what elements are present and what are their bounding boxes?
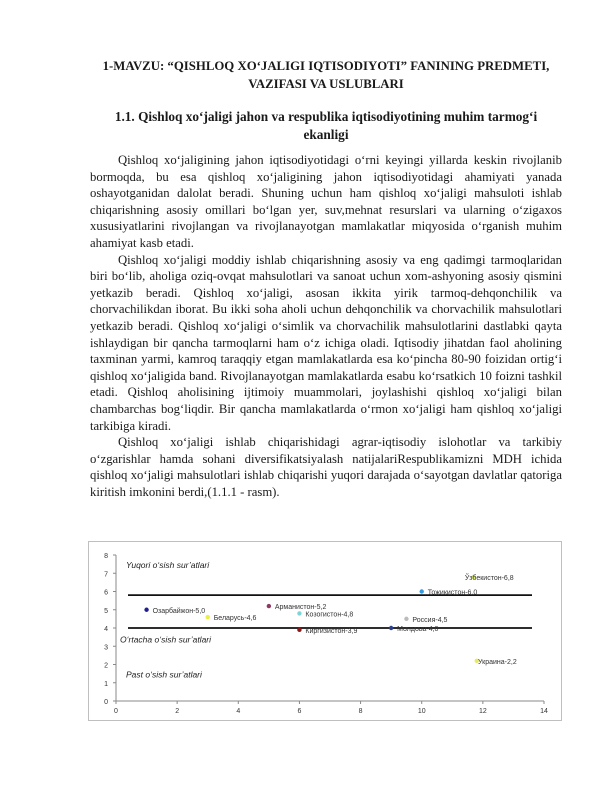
zone-label: O‘rtacha o‘sish sur’atlari (120, 634, 212, 645)
zone-label: Yuqori o‘sish sur’atlari (126, 559, 210, 570)
data-point (144, 608, 148, 612)
data-label: Киргизистон-3,9 (305, 627, 358, 635)
section-heading (90, 108, 562, 144)
y-tick-label: 3 (104, 644, 108, 652)
chapter-heading-line-2: VAZIFASI VA USLUBLARI (248, 77, 404, 91)
data-label: Тожикистон-6,0 (427, 589, 478, 597)
data-point (297, 611, 301, 615)
x-tick-label: 8 (358, 708, 363, 715)
x-tick-label: 2 (175, 708, 180, 715)
y-tick-label: 8 (104, 553, 108, 560)
chart-svg (88, 541, 562, 721)
data-label: Озарбайжон-5,0 (152, 607, 206, 615)
data-point (206, 615, 210, 619)
y-tick-label: 1 (104, 680, 108, 688)
data-label: Ўзбекистон-6,8 (464, 574, 514, 582)
chapter-heading-line-1: 1-MAVZU: “QISHLOQ XO‘JALIGI IQTISODIYOTI” FANINING PREDMETI, (102, 59, 550, 73)
y-tick-label: 0 (104, 699, 108, 706)
y-tick-label: 6 (104, 589, 108, 597)
x-tick-label: 6 (297, 708, 302, 715)
x-tick-label: 4 (236, 708, 241, 715)
data-label: Козогистон-4,8 (305, 611, 354, 619)
x-tick-label: 14 (540, 708, 548, 715)
section-heading-line-1: 1.1. Qishloq xo‘jaligi jahon va respublika iqtisodiyotining muhim tarmog‘i (114, 109, 538, 124)
chapter-heading (90, 57, 562, 93)
data-label: Украина-2,2 (478, 658, 517, 666)
y-tick-label: 7 (104, 571, 108, 579)
growth-scatter-chart (88, 541, 562, 721)
paragraph: Qishloq xo‘jaligi moddiy ishlab chiqarishning asosiy va eng qadimgi tarmoqlaridan biri bo‘lib, aholiga oziq-ovqat mahsulotlari va sanoat uchun xom-ashyoning asosiy qismini yetkazib beradi. Qishloq xo‘jaligi, asosan ikkita yirik tarmoq-dehqonchilik va chorvachilikdan iborat. Bu ikki soha aholi uchun dehqonchilik va chorvachilik mahsulotlari yetkazib beradi. Qishloq xo‘jaligi o‘simlik va chorvachilik mahsulotlarini dastlabki qayta ishlaydigan bir qancha tarmoqlarni ham o‘z ichiga oladi. Iqtisodiy jihatdan faol aholining taxminan yarmi, kamroq taraqqiy etgan mamlakatlarda esa ko‘pincha 80-90 foizidan ortig‘i qishloq xo‘jaligida band. Rivojlanayotgan mamlakatlarda esabu ko‘rsatkich 10 foizni tashkil etadi. Qishloq aholisining ijtimoiy muammolari, joylashishi qishloq xo‘jaligi bilan chambarchas bog‘liqdir. Bir qancha mamlakatlarda o‘rmon xo‘jaligi ham qishloq xo‘jaligi tarkibiga kiradi. (90, 252, 562, 433)
zone-label: Past o‘sish sur’atlari (126, 669, 202, 680)
x-tick-label: 0 (114, 708, 118, 715)
data-label: Беларусь-4,6 (213, 615, 257, 623)
x-tick-label: 12 (478, 708, 487, 715)
data-point (404, 617, 408, 621)
data-label: Арманистон-5,2 (274, 604, 327, 612)
data-point (389, 626, 393, 630)
data-point (297, 628, 301, 632)
data-point (267, 604, 271, 608)
y-tick-label: 2 (104, 662, 108, 670)
paragraph: Qishloq xo‘jaligining jahon iqtisodiyotidagi o‘rni keyingi yillarda keskin rivojlanib bormoqda, bu esa qishloq xo‘jaligining jahon iqtisodiyotidagi ahamiyati yanada oshayotganidan dalolat beradi. Shuning uchun ham qishloq xo‘jaligi mahsuloti ishlab chiqarishning asosiy omillari bo‘lgan yer, suv,mehnat resurslari va ularning o‘zigaxos xususiyatlarini rivojlangan va rivojlanayotgan mamlakatlar miqyosida o‘rganish muhim ahamiyat kasb etadi. (90, 153, 562, 250)
paragraph: Qishloq xo‘jaligi ishlab chiqarishidagi agrar-iqtisodiy islohotlar va tarkibiy o‘zgarishlar hamda sohani diversifikatsiyalash natijalariRespublikamizni MDH ichida qishloq xo‘jaligi mahsulotlari ishlab chiqarishi yuqori darajada o‘sayotgan davlatlar qatoriga kiritish imkonini berdi,(1.1.1 - rasm). (90, 435, 562, 499)
data-label: Молдова-4,0 (397, 626, 439, 633)
body-text (90, 152, 562, 500)
x-tick-label: 10 (417, 708, 426, 715)
data-point (420, 589, 424, 593)
data-label: Россия-4,5 (412, 616, 448, 624)
section-heading-line-2: ekanligi (303, 127, 349, 142)
y-tick-label: 4 (104, 626, 108, 633)
y-tick-label: 5 (104, 607, 108, 615)
